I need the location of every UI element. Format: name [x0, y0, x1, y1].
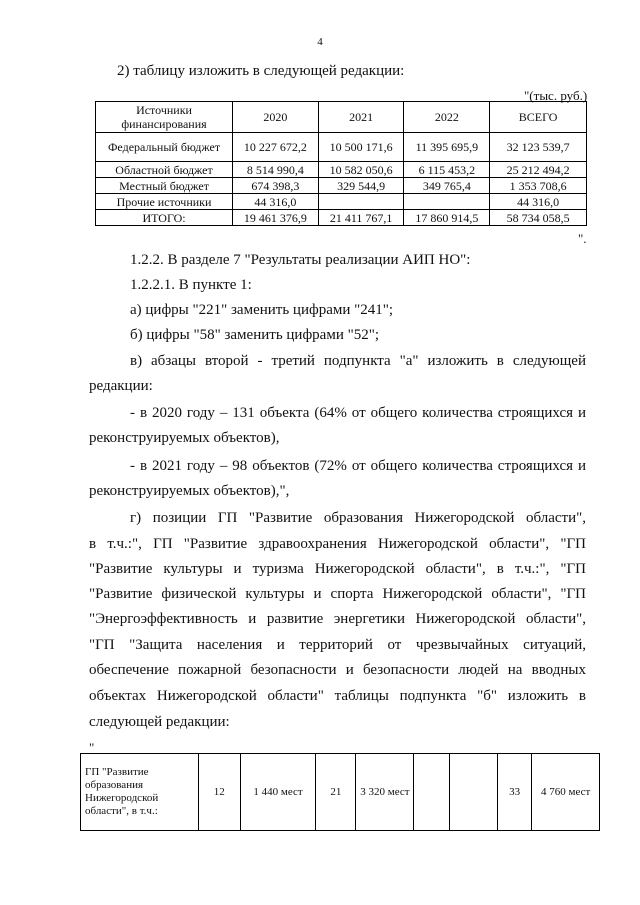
- cell: 17 860 914,5: [404, 210, 490, 226]
- financing-table: [95, 101, 587, 226]
- cell: 44 316,0: [233, 194, 319, 210]
- cell: [318, 194, 404, 210]
- header-2021: 2021: [318, 102, 404, 133]
- paragraph-line: "Развитие культуры и туризма Нижегородской области", в т.ч.:", "ГП: [89, 561, 586, 577]
- table-row: [96, 178, 587, 194]
- cell: [404, 194, 490, 210]
- header-2020: 2020: [233, 102, 319, 133]
- cell: 674 398,3: [233, 178, 319, 194]
- cell: 349 765,4: [404, 178, 490, 194]
- row-label: Федеральный бюджет: [96, 133, 233, 162]
- cell: 1 353 708,6: [490, 178, 587, 194]
- table-header-row: [96, 102, 587, 133]
- cell: 21 411 767,1: [318, 210, 404, 226]
- cell: 10 227 672,2: [233, 133, 319, 162]
- cell: 10 582 050,6: [318, 162, 404, 178]
- cell: [450, 754, 498, 831]
- opening-quote: ": [89, 740, 95, 755]
- table-row: [96, 133, 587, 162]
- paragraph-line: в) абзацы второй - третий подпункта "а" изложить в следующей: [130, 353, 586, 369]
- closing-quote: ".: [578, 231, 587, 246]
- unit-label: "(тыс. руб.): [524, 88, 588, 103]
- cell: 3 320 мест: [356, 754, 414, 831]
- paragraph-line: в т.ч.:", ГП "Развитие здравоохранения Нижегородской области", "ГП: [89, 536, 586, 552]
- table-row: [96, 162, 587, 178]
- page-number: 4: [317, 36, 323, 48]
- header-sources: Источники финансирования: [96, 102, 233, 133]
- intro-line: 2) таблицу изложить в следующей редакции:: [117, 63, 405, 79]
- cell: 25 212 494,2: [490, 162, 587, 178]
- paragraph-line: 1.2.2.1. В пункте 1:: [130, 277, 252, 293]
- cell: 6 115 453,2: [404, 162, 490, 178]
- cell: 1 440 мест: [240, 754, 315, 831]
- cell: 32 123 539,7: [490, 133, 587, 162]
- cell: 11 395 695,9: [404, 133, 490, 162]
- row-label: Областной бюджет: [96, 162, 233, 178]
- paragraph-line: б) цифры "58" заменить цифрами "52";: [130, 327, 380, 343]
- paragraph-line: следующей редакции:: [89, 714, 230, 730]
- cell: 21: [316, 754, 356, 831]
- row-label: ИТОГО:: [96, 210, 233, 226]
- cell: 58 734 058,5: [490, 210, 587, 226]
- cell: 12: [198, 754, 240, 831]
- cell: 10 500 171,6: [318, 133, 404, 162]
- paragraph-line: "ГП "Защита населения и территорий от чрезвычайных ситуаций,: [89, 637, 586, 653]
- paragraph-line: редакции:: [89, 378, 153, 394]
- cell: 4 760 мест: [532, 754, 600, 831]
- header-total: ВСЕГО: [490, 102, 587, 133]
- paragraph-line: обеспечение пожарной безопасности и безопасности людей на вводных: [89, 662, 586, 678]
- paragraph-line: г) позиции ГП "Развитие образования Нижегородской области",: [130, 510, 586, 526]
- paragraph-line: реконструируемых объектов),: [89, 430, 280, 446]
- row-label: Прочие источники: [96, 194, 233, 210]
- cell: 8 514 990,4: [233, 162, 319, 178]
- row-label: Местный бюджет: [96, 178, 233, 194]
- program-name: ГП "Развитие образования Нижегородской области", в т.ч.:: [81, 754, 199, 831]
- header-2022: 2022: [404, 102, 490, 133]
- paragraph-line: 1.2.2. В разделе 7 "Результаты реализации АИП НО":: [130, 252, 471, 268]
- paragraph-line: "Развитие физической культуры и спорта Нижегородской области", "ГП: [89, 586, 586, 602]
- cell: [414, 754, 450, 831]
- program-table: [80, 753, 600, 831]
- paragraph-line: - в 2021 году – 98 объектов (72% от общего количества строящихся и: [130, 458, 586, 474]
- cell: 19 461 376,9: [233, 210, 319, 226]
- table-row: [81, 754, 600, 831]
- paragraph-line: - в 2020 году – 131 объекта (64% от общего количества строящихся и: [130, 405, 586, 421]
- table-row: [96, 194, 587, 210]
- cell: 44 316,0: [490, 194, 587, 210]
- cell: 329 544,9: [318, 178, 404, 194]
- paragraph-line: реконструируемых объектов),",: [89, 483, 290, 499]
- paragraph-line: объектах Нижегородской области" таблицы подпункта "б" изложить в: [89, 688, 586, 704]
- paragraph-line: "Энергоэффективность и развитие энергетики Нижегородской области",: [89, 611, 586, 627]
- cell: 33: [497, 754, 531, 831]
- table-row: [96, 210, 587, 226]
- paragraph-line: а) цифры "221" заменить цифрами "241";: [130, 302, 394, 318]
